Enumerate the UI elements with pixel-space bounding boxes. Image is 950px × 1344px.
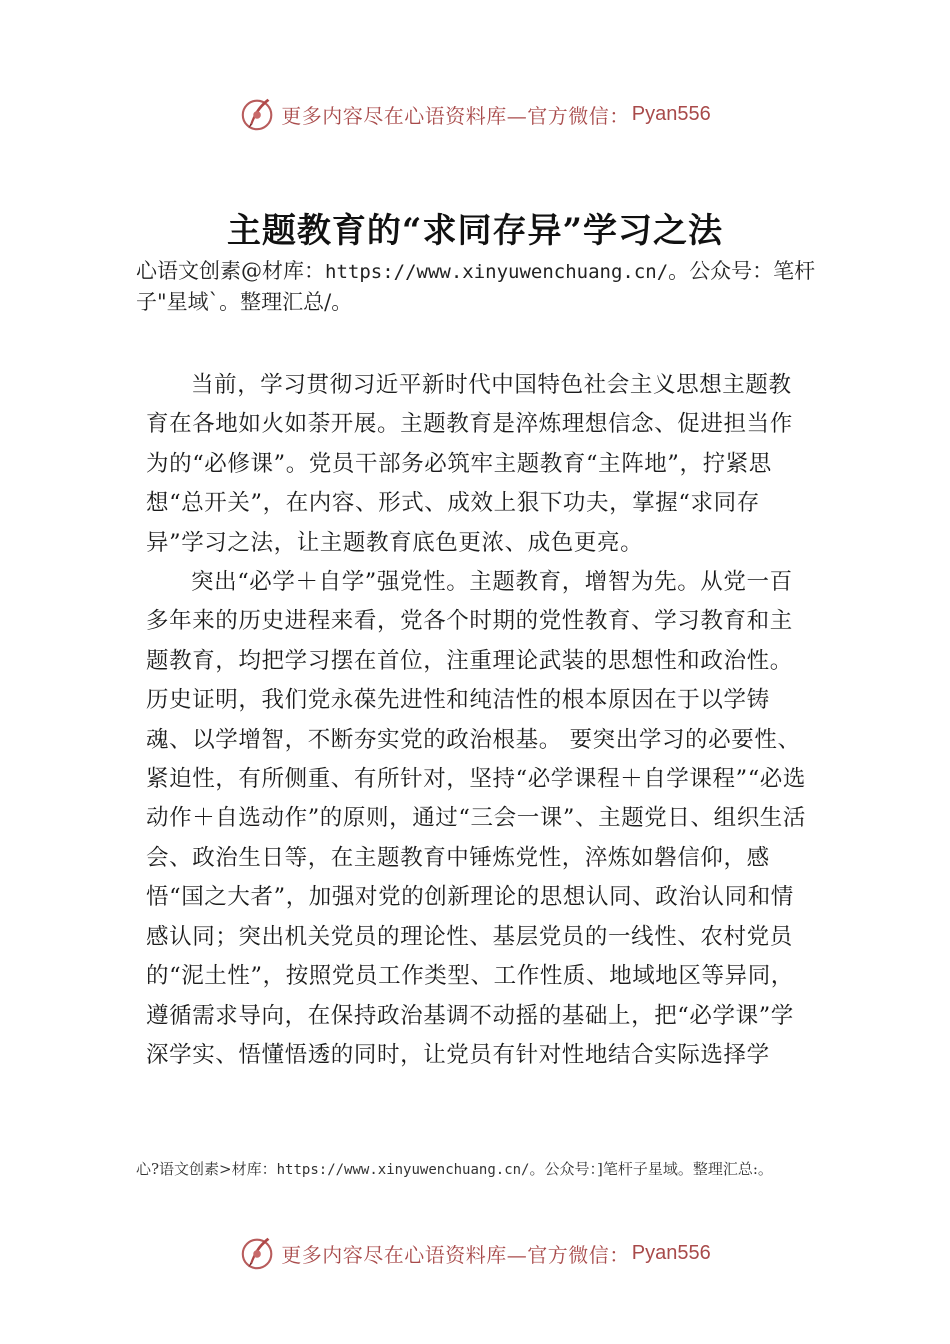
source-prefix: 心语文创素@材库： [136,259,325,283]
banner-text: 更多内容尽在心语资料库—官方微信： [281,103,630,128]
document-body [146,366,812,1075]
banner-wechat-id: Pyan556 [631,102,711,125]
banner-text: 更多内容尽在心语资料库—官方微信： [281,1242,630,1267]
paragraph-section-1: 突出“必学＋自学”强党性。主题教育，增智为先。从党一百多年来的历史进程来看，党各个时期的党性教育、学习教育和主题教育，均把学习摆在首位，注重理论武装的思想性和政治性。历史证明，我们党永葆先进性和纯洁性的根本原因在于以学铸魂、以学增智，不断夯实党的政治根基。 要突出学习的必要性、紧迫性，有所侧重、有所针对，坚持“必学课程＋自学课程”“必选动作＋自选动作”的原则，通过“三会一课”、主题党日、组织生活会、政治生日等，在主题教育中锤炼党性，淬炼如磐信仰，感悟“国之大者”，加强对党的创新理论的思想认同、政治认同和情感认同；突出机关党员的理论性、基层党员的一线性、农村党员的“泥土性”，按照党员工作类型、工作性质、地域地区等异同，遵循需求导向，在保持政治基调不动摇的基础上，把“必学课”学深学实、悟懂悟透的同时，让党员有针对性地结合实际选择学 [146,569,807,1068]
source-line [136,256,836,317]
quill-pen-logo-icon [239,95,277,133]
footer-suffix: 。公众号：]笔杆子星域。整理汇总:。 [529,1160,773,1178]
footer-banner [0,1231,950,1275]
paragraph-intro: 当前，学习贯彻习近平新时代中国特色社会主义思想主题教育在各地如火如荼开展。主题教育是淬炼理想信念、促进担当作为的“必修课”。党员干部务必筑牢主题教育“主阵地”，拧紧思想“总开关”，在内容、形式、成效上狠下功夫，掌握“求同存异”学习之法，让主题教育底色更浓、成色更亮。 [146,372,793,556]
source-url: https://www.xinyuwenchuang.cn/ [325,261,669,283]
footer-prefix: 心?语文创素>材库： [136,1160,277,1178]
header-banner [0,92,950,136]
banner-wechat-id: Pyan556 [631,1241,711,1264]
source-suffix: 。公众号：笔杆子"星域`。整理汇总/。 [136,259,816,314]
quill-pen-logo-icon [239,1234,277,1272]
footer-source-note [136,1158,856,1181]
document-title: 主题教育的“求同存异”学习之法 [226,211,724,251]
footer-url: https://www.xinyuwenchuang.cn/ [276,1162,530,1178]
